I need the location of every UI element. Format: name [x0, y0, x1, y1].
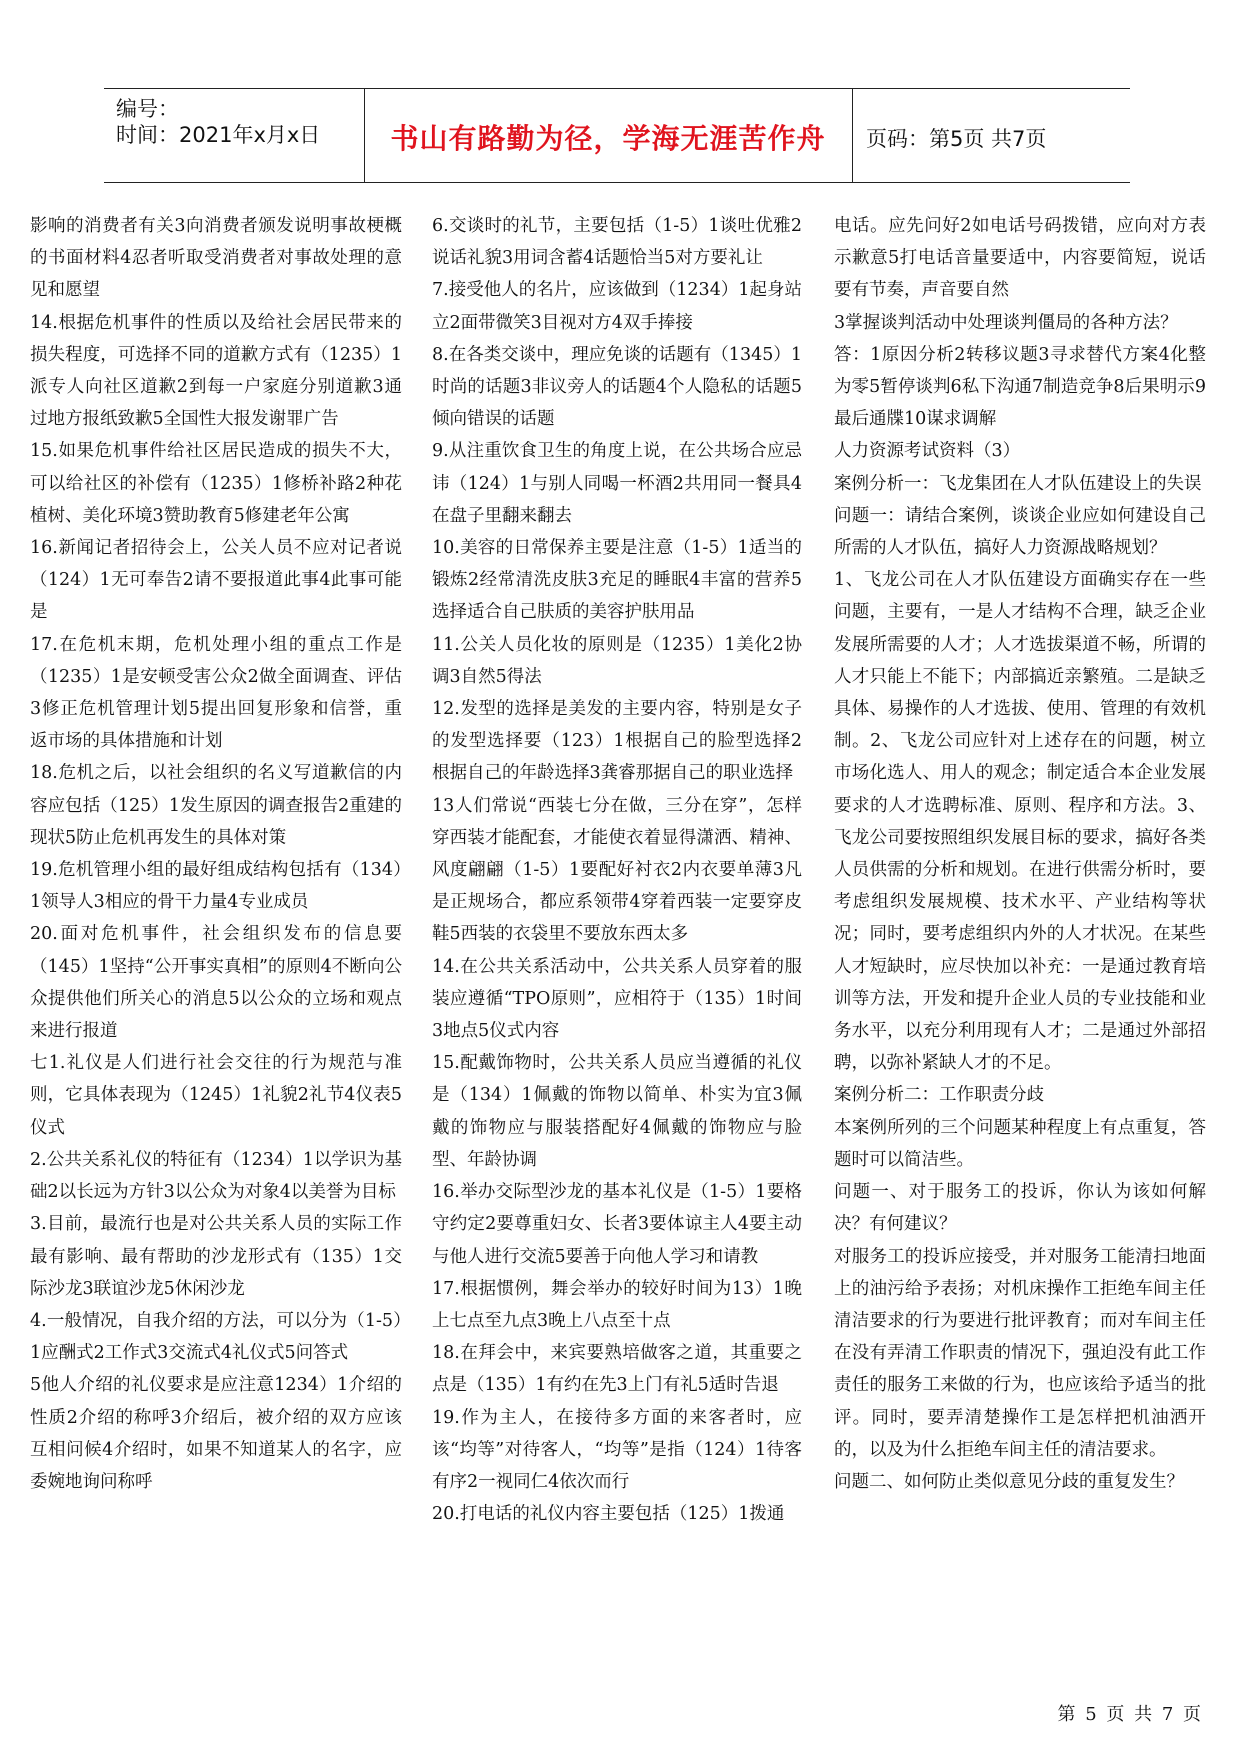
paragraph: 8.在各类交谈中，理应免谈的话题有（1345）1时尚的话题3非议旁人的话题4个人隐私的话题5倾向错误的话题 — [432, 344, 802, 430]
paragraph: 20.打电话的礼仪内容主要包括（125）1拨通 — [432, 1504, 785, 1525]
paragraph: 6.交谈时的礼节，主要包括（1-5）1谈吐优雅2说话礼貌3用词含蓄4话题恰当5对方要礼让 — [432, 216, 802, 269]
paragraph: 17.在危机末期，危机处理小组的重点工作是（1235）1是安顿受害公众2做全面调查、评估3修正危机管理计划5提出回复形象和信誉，重返市场的具体措施和计划 — [30, 634, 402, 752]
paragraph: 19.危机管理小组的最好组成结构包括有（134）1领导人3相应的骨干力量4专业成员 — [30, 860, 402, 913]
paragraph: 5他人介绍的礼仪要求是应注意1234）1介绍的性质2介绍的称呼3介绍后，被介绍的双方应该互相问候4介绍时，如果不知道某人的名字，应委婉地询问称呼 — [30, 1375, 402, 1492]
text-column-3 — [834, 210, 1206, 1498]
text-column-1 — [30, 210, 402, 1498]
paragraph: 7.接受他人的名片，应该做到（1234）1起身站立2面带微笑3目视对方4双手捧接 — [432, 280, 802, 333]
paragraph: 16.举办交际型沙龙的基本礼仪是（1-5）1要格守约定2要尊重妇女、长者3要体谅主人4要主动与他人进行交流5要善于向他人学习和请教 — [432, 1182, 802, 1267]
time-text: 时间：2021年x月x日 — [116, 123, 321, 147]
paragraph: 人力资源考试资料（3） — [834, 441, 1021, 462]
page-header — [104, 88, 1130, 183]
paragraph: 答：1原因分析2转移议题3寻求替代方案4化整为零5暂停谈判6私下沟通7制造竞争8后果明示9最后通牒10谋求调解 — [834, 344, 1206, 430]
paragraph: 2.公共关系礼仪的特征有（1234）1以学识为基础2以长远为方针3以公众为对象4以美誉为目标 — [30, 1149, 402, 1203]
paragraph: 15.配戴饰物时，公共关系人员应当遵循的礼仪是（134）1佩戴的饰物以简单、朴实为宜3佩戴的饰物应与服装搭配好4佩戴的饰物应与脸型、年龄协调 — [432, 1053, 802, 1170]
paragraph: 1、飞龙公司在人才队伍建设方面确实存在一些问题，主要有，一是人才结构不合理，缺乏企业发展所需要的人才；人才选拔渠道不畅，所谓的人才只能上不能下；内部搞近亲繁殖。二是缺乏具体、易操作的人才选拔、使用、管理的有效机制。2、飞龙公司应针对上述存在的问题，树立市场化选人、用人的观念；制定适合本企业发展要求的人才选聘标准、原则、程序和方法。3、飞龙公司要按照组织发展目标的要求，搞好各类人员供需的分析和规划。在进行供需分析时，要考虑组织发展规模、技术水平、产业结构等状况；同时，要考虑组织内外的人才状况。在某些人才短缺时，应尽快加以补充：一是通过教育培训等方法，开发和提升企业人员的专业技能和业务水平，以充分利用现有人才；二是通过外部招聘，以弥补紧缺人才的不足。 — [834, 570, 1206, 1074]
paragraph: 七1.礼仪是人们进行社会交往的行为规范与准则，它具体表现为（1245）1礼貌2礼节4仪表5仪式 — [30, 1053, 402, 1138]
paragraph: 问题二、如何防止类似意见分歧的重复发生？ — [834, 1471, 1184, 1492]
page-footer: 第 5 页 共 7 页 — [1057, 1704, 1203, 1725]
paragraph: 20.面对危机事件，社会组织发布的信息要（145）1坚持“公开事实真相”的原则4不断向公众提供他们所关心的消息5以公众的立场和观点来进行报道 — [30, 924, 402, 1042]
paragraph: 14.根据危机事件的性质以及给社会居民带来的损失程度，可选择不同的道歉方式有（1235）1派专人向社区道歉2到每一户家庭分别道歉3通过地方报纸致歉5全国性大报发谢罪广告 — [30, 312, 402, 430]
paragraph: 16.新闻记者招待会上，公关人员不应对记者说（124）1无可奉告2请不要报道此事4此事可能是 — [30, 538, 402, 623]
paragraph: 4.一般情况，自我介绍的方法，可以分为（1-5）1应酬式2工作式3交流式4礼仪式5问答式 — [30, 1310, 402, 1364]
header-right-cell — [852, 89, 1130, 182]
paragraph: 11.公关人员化妆的原则是（1235）1美化2协调3自然5得法 — [432, 634, 802, 687]
header-page-number: 页码：第5页 共7页 — [866, 127, 1047, 151]
paragraph: 3掌握谈判活动中处理谈判僵局的各种方法？ — [834, 312, 1178, 333]
paragraph: 13人们常说“西装七分在做，三分在穿”，怎样穿西装才能配套，才能使衣着显得潇洒、精神、风度翩翩（1-5）1要配好衬衣2内衣要单薄3凡是正规场合，都应系领带4穿着西装一定要穿皮鞋5西装的衣袋里不要放东西太多 — [432, 795, 802, 945]
header-middle-cell — [364, 89, 853, 182]
paragraph: 10.美容的日常保养主要是注意（1-5）1适当的锻炼2经常清洗皮肤3充足的睡眠4丰富的营养5选择适合自己肤质的美容护肤用品 — [432, 538, 802, 623]
paragraph: 3.目前，最流行也是对公共关系人员的实际工作最有影响、最有帮助的沙龙形式有（135）1交际沙龙3联谊沙龙5休闲沙龙 — [30, 1214, 402, 1299]
paragraph: 17.根据惯例，舞会举办的较好时间为13）1晚上七点至九点3晚上八点至十点 — [432, 1278, 802, 1331]
paragraph: 9.从注重饮食卫生的角度上说，在公共场合应忌讳（124）1与别人同喝一杯酒2共用同一餐具4在盘子里翻来翻去 — [432, 441, 802, 526]
paragraph: 案例分析二：工作职责分歧 — [834, 1085, 1044, 1106]
header-motto: 书山有路勤为径，学海无涯苦作舟 — [390, 122, 826, 155]
paragraph: 12.发型的选择是美发的主要内容，特别是女子的发型选择要（123）1根据自己的脸型选择2根据自己的年龄选择3龚睿那据自己的职业选择 — [432, 699, 802, 784]
text-column-2 — [432, 210, 802, 1530]
paragraph: 18.危机之后，以社会组织的名义写道歉信的内容应包括（125）1发生原因的调查报告2重建的现状5防止危机再发生的具体对策 — [30, 763, 402, 848]
paragraph: 影响的消费者有关3向消费者颁发说明事故梗概的书面材料4忍者听取受消费者对事故处理的意见和愿望 — [30, 216, 402, 301]
paragraph: 对服务工的投诉应接受，并对服务工能清扫地面上的油污给予表扬；对机床操作工拒绝车间主任清洁要求的行为要进行批评教育；而对车间主任在没有弄清工作职责的情况下，强迫没有此工作责任的服务工来做的行为，也应该给予适当的批评。同时，要弄清楚操作工是怎样把机油洒开的，以及为什么拒绝车间主任的清洁要求。 — [834, 1246, 1206, 1460]
paragraph: 问题一、对于服务工的投诉，你认为该如何解决？有何建议？ — [834, 1182, 1206, 1235]
paragraph: 18.在拜会中，来宾要熟培做客之道，其重要之点是（135）1有约在先3上门有礼5适时告退 — [432, 1343, 802, 1396]
paragraph: 19.作为主人，在接待多方面的来客者时，应该“均等”对待客人，“均等”是指（124）1待客有序2一视同仁4依次而行 — [432, 1407, 802, 1492]
paragraph: 14.在公共关系活动中，公共关系人员穿着的服装应遵循“TPO原则”，应相符于（135）1时间3地点5仪式内容 — [432, 956, 802, 1042]
paragraph: 电话。应先问好2如电话号码拨错，应向对方表示歉意5打电话音量要适中，内容要简短，说话要有节奏，声音要自然 — [834, 216, 1206, 301]
paragraph: 本案例所列的三个问题某种程度上有点重复，答题时可以简洁些。 — [834, 1117, 1206, 1170]
paragraph: 问题一：请结合案例，谈谈企业应如何建设自己所需的人才队伍，搞好人力资源战略规划？ — [834, 505, 1206, 559]
paragraph: 案例分析一：飞龙集团在人才队伍建设上的失误 — [834, 473, 1202, 494]
header-left-cell — [104, 89, 365, 182]
paragraph: 15.如果危机事件给社区居民造成的损失不大，可以给社区的补偿有（1235）1修桥补路2种花植树、美化环境3赞助教育5修建老年公寓 — [30, 441, 402, 526]
serial-label: 编号： — [116, 97, 179, 121]
